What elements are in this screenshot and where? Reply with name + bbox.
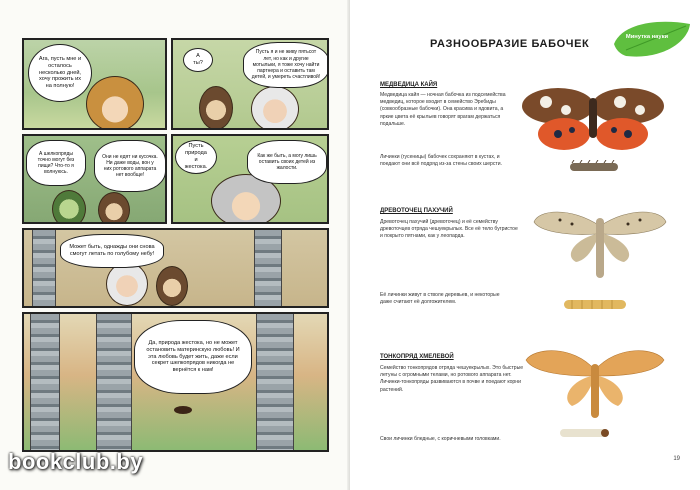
section-text: Её личинки живут в стволе деревьев, и некоторые даже считают её долгожителем. bbox=[380, 292, 500, 306]
watermark-logo: bookclub.by bbox=[8, 449, 144, 474]
section-heading: МЕДВЕДИЦА КАЙЯ bbox=[380, 82, 438, 88]
section-text: Древоточец пахучий (древоточец) и её семейству древоточцев отряда чешуекрылых. Все её тело бугристое и покрыто пятнами, как у леопарда. bbox=[380, 219, 518, 240]
birch-tree bbox=[256, 314, 294, 452]
moth-character bbox=[199, 86, 233, 130]
page-number: 19 bbox=[673, 456, 680, 462]
tag-label: Минутка науки bbox=[625, 34, 669, 40]
science-page bbox=[350, 0, 700, 490]
moth-character bbox=[156, 266, 188, 306]
speech-bubble: Пусть я и не живу пятьсот лет, но как и другие мотыльки, я тоже хочу найти партнера и оставить там детей, и умереть счастливой! bbox=[243, 42, 329, 88]
science-minute-tag bbox=[612, 18, 694, 62]
bird-silhouette bbox=[174, 406, 192, 414]
section-text: Свои личинки бледные, с коричневыми головками. bbox=[380, 436, 501, 442]
goat-moth-image bbox=[530, 196, 670, 280]
speech-bubble: Они не едят ни кусочка. Ни даже воды, вон у них ротового аппарата нет вообще! bbox=[94, 140, 166, 192]
speech-bubble: А ты? bbox=[183, 48, 213, 72]
comic-panel-6 bbox=[22, 312, 329, 452]
speech-bubble: Пусть природа и жестока. bbox=[175, 140, 217, 174]
birch-tree bbox=[30, 314, 60, 452]
caterpillar-image bbox=[568, 160, 620, 174]
section-text: Семейство тонкопрядов отряда чешуекрылых. Это быстрые летуны с огромными телами, но ротового аппарата нет. Личинки-тонкопряды развиваются в почве и поедают корни растений. bbox=[380, 365, 524, 393]
garden-tiger-moth-image bbox=[518, 82, 668, 154]
section-text: Личинки (гусеницы) бабочек сохраняют в кустах, и поедают они всё подряд из-за стены своих шерсти. bbox=[380, 154, 503, 168]
birch-tree bbox=[96, 314, 132, 452]
moth-character bbox=[98, 192, 130, 224]
speech-bubble: Да, природа жестока, но не может остановить материнскую любовь! И эта любовь будет жить, даже если секрет шелкопрядов никогда не вернётся к нам! bbox=[134, 320, 252, 394]
sheep-character bbox=[251, 86, 299, 130]
hedgehog-character bbox=[86, 76, 144, 130]
section-heading: ДРЕВОТОЧЕЦ ПАХУЧИЙ bbox=[380, 208, 453, 214]
section-heading: ТОНКОПРЯД ХМЕЛЕВОЙ bbox=[380, 354, 454, 360]
speech-bubble: Ага, пусть мне и осталось несколько дней, хочу прожить их на полную! bbox=[28, 44, 92, 102]
caterpillar-image bbox=[558, 426, 610, 440]
speech-bubble: Может быть, однажды они снова смогут летать по голубому небу! bbox=[60, 234, 164, 268]
birch-tree bbox=[32, 230, 56, 308]
section-text: Медведица кайя — ночная бабочка из подсемейства медведиц, которое входит в семейство Эребиды (совкообразные бабочки). Она красива и ядовита, а яркие цвета её крыльев говорят врагам держаться подальше. bbox=[380, 92, 506, 127]
comic-panel-2 bbox=[171, 38, 329, 130]
frog-character bbox=[52, 190, 86, 224]
comic-panel-1 bbox=[22, 38, 167, 130]
birch-tree bbox=[254, 230, 282, 308]
sheep-character bbox=[106, 262, 148, 306]
speech-bubble: А шелкопряды точно могут без пищи? Что-то я волнуюсь. bbox=[26, 140, 86, 186]
caterpillar-image bbox=[562, 296, 628, 312]
page-title: РАЗНООБРАЗИЕ БАБОЧЕК bbox=[430, 38, 590, 50]
comic-panel-5 bbox=[22, 228, 329, 308]
comic-panel-4 bbox=[171, 134, 329, 224]
comic-panel-3 bbox=[22, 134, 167, 224]
speech-bubble: Как же быть, а могу лишь оставить своих детей из жалости. bbox=[247, 140, 327, 184]
ghost-moth-image bbox=[520, 340, 670, 420]
